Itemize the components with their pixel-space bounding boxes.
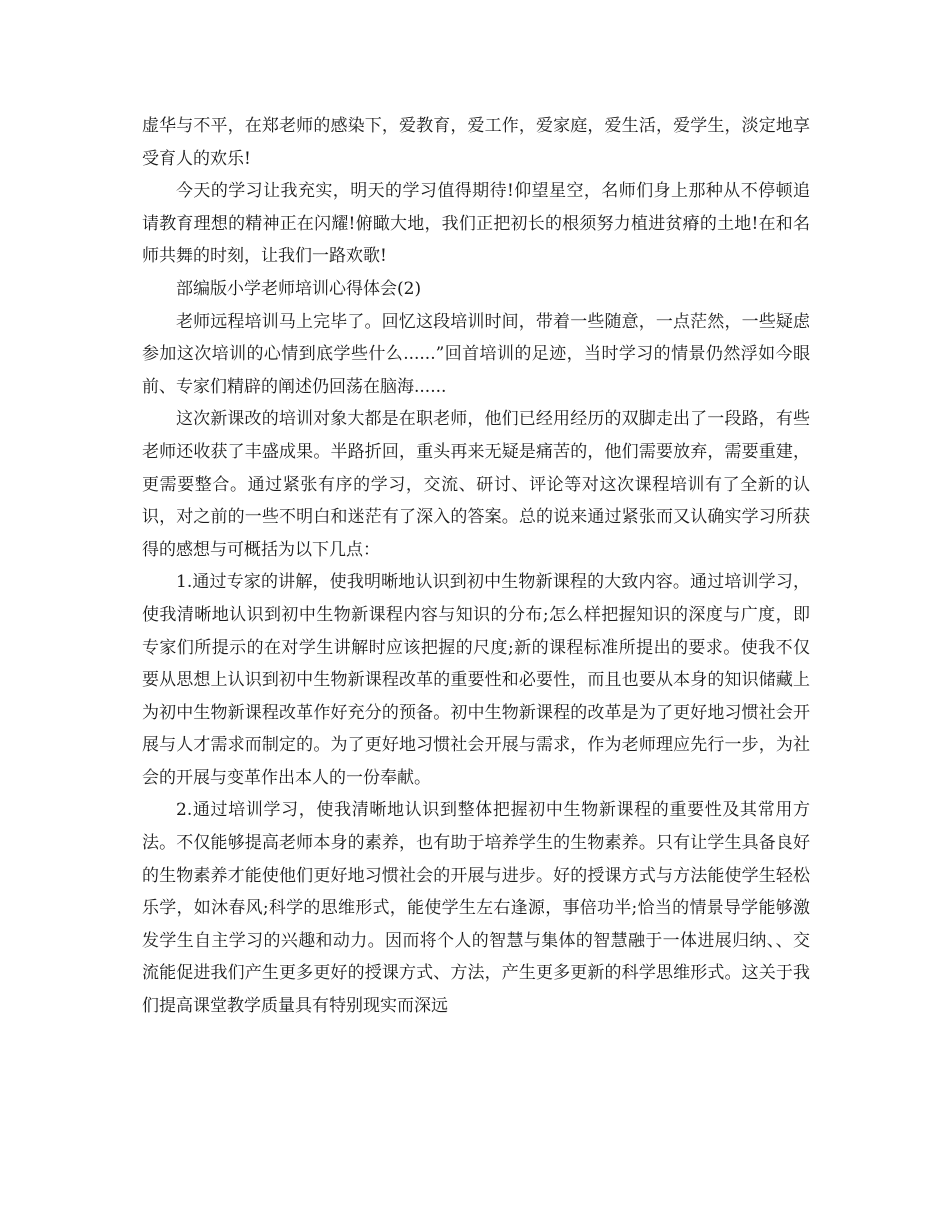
paragraph-point-2: 2.通过培训学习，使我清晰地认识到整体把握初中生物新课程的重要性及其常用方法。不仅能够提高老师本身的素养，也有助于培养学生的生物素养。只有让学生具备良好的生物素养才能使他们更好地习惯社会的开展与进步。好的授课方式与方法能使学生轻松乐学，如沐春风;科学的思维形式，能使学生左右逢源，事倍功半;恰当的情景导学能够激发学生自主学习的兴趣和动力。因而将个人的智慧与集体的智慧融于一体进展归纳、、交流能促进我们产生更多更好的授课方式、方法，产生更多更新的科学思维形式。这关于我们提高课堂教学质量具有特别现实而深远 bbox=[142, 800, 810, 1017]
paragraph: 老师远程培训马上完毕了。回忆这段培训时间，带着一些随意，一点茫然，一些疑虑参加这次培训的心情到底学些什么......”回首培训的足迹，当时学习的情景仍然浮如今眼前、专家们精辟的阐述仍回荡在脑海...... bbox=[142, 311, 810, 397]
paragraph: 这次新课改的培训对象大都是在职老师，他们已经用经历的双脚走出了一段路，有些老师还收获了丰盛成果。半路折回，重头再来无疑是痛苦的，他们需要放弃，需要重建，更需要整合。通过紧张有序的学习，交流、研讨、评论等对这次课程培训有了全新的认识，对之前的一些不明白和迷茫有了深入的答案。总的说来通过紧张而又认确实学习所获得的感想与可概括为以下几点： bbox=[142, 409, 810, 560]
paragraph-point-1: 1.通过专家的讲解，使我明晰地认识到初中生物新课程的大致内容。通过培训学习，使我清晰地认识到初中生物新课程内容与知识的分布;怎么样把握知识的深度与广度，即专家们所提示的在对学生讲解时应该把握的尺度;新的课程标准所提出的要求。使我不仅要从思想上认识到初中生物新课程改革的重要性和必要性，而且也要从本身的知识储藏上为初中生物新课程改革作好充分的预备。初中生物新课程的改革是为了更好地习惯社会开展与人才需求而制定的。为了更好地习惯社会开展与需求，作为老师理应先行一步，为社会的开展与变革作出本人的一份奉献。 bbox=[142, 572, 810, 788]
document-page bbox=[142, 110, 810, 1023]
paragraph: 今天的学习让我充实，明天的学习值得期待!仰望星空，名师们身上那种从不停顿追请教育理想的精神正在闪耀!俯瞰大地，我们正把初长的根须努力植进贫瘠的土地!在和名师共舞的时刻，让我们一路欢歌! bbox=[142, 181, 810, 267]
paragraph-continued: 虚华与不平，在郑老师的感染下，爱教育，爱工作，爱家庭，爱生活，爱学生，淡定地享受育人的欢乐! bbox=[142, 116, 810, 169]
section-heading: 部编版小学老师培训心得体会(2) bbox=[176, 278, 422, 299]
